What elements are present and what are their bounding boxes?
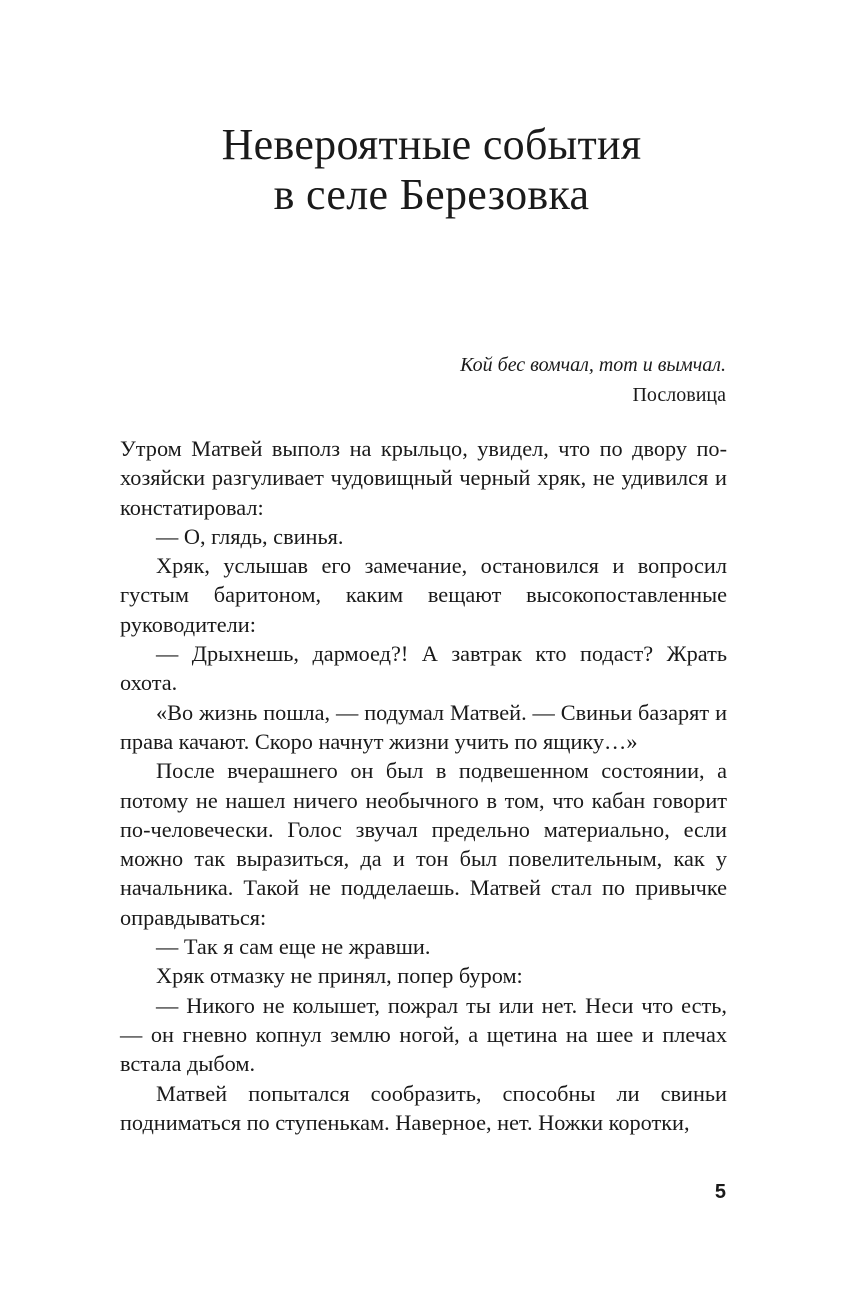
paragraph: Утром Матвей выполз на крыльцо, увидел, что по двору по-хозяйски разгуливает чудовищный черный хряк, не удивился и констатировал: [120, 436, 727, 520]
paragraph: — О, глядь, свинья. [156, 523, 344, 549]
chapter-title [0, 120, 863, 220]
paragraph: — Так я сам еще не жравши. [156, 934, 431, 960]
chapter-title-line-2: в селе Березовка [273, 170, 590, 219]
paragraph: После вчерашнего он был в подвешенном состоянии, а потому не нашел ничего необычного в том, что кабан говорит по-человечески. Голос звучал предельно материально, если можно так выразиться, да и тон был повелительным, как у начальника. Такой не подделаешь. Матвей стал по привычке оправдываться: [120, 758, 727, 930]
paragraph: Матвей попытался сообразить, способны ли свиньи подниматься по ступенькам. Наверное, нет. Ножки коротки, [120, 1080, 727, 1135]
epigraph [460, 350, 726, 410]
paragraph: Хряк, услышав его замечание, остановился и вопросил густым баритоном, каким вещают высокопоставленные руководители: [120, 553, 727, 637]
epigraph-source: Пословица [632, 384, 726, 406]
paragraph: — Дрыхнешь, дармоед?! А завтрак кто подаст? Жрать охота. [120, 641, 727, 696]
page-number: 5 [714, 1181, 726, 1203]
paragraph: Хряк отмазку не принял, попер буром: [156, 963, 523, 989]
epigraph-quote: Кой бес вомчал, тот и вымчал. [460, 354, 726, 376]
body-text [120, 434, 727, 1137]
paragraph: «Во жизнь пошла, — подумал Матвей. — Свиньи базарят и права качают. Скоро начнут жизни учить по ящику…» [120, 699, 727, 754]
paragraph: — Никого не колышет, пожрал ты или нет. Неси что есть, — он гневно копнул землю ногой, а щетина на шее и плечах встала дыбом. [120, 992, 727, 1077]
chapter-title-line-1: Невероятные события [221, 120, 642, 169]
